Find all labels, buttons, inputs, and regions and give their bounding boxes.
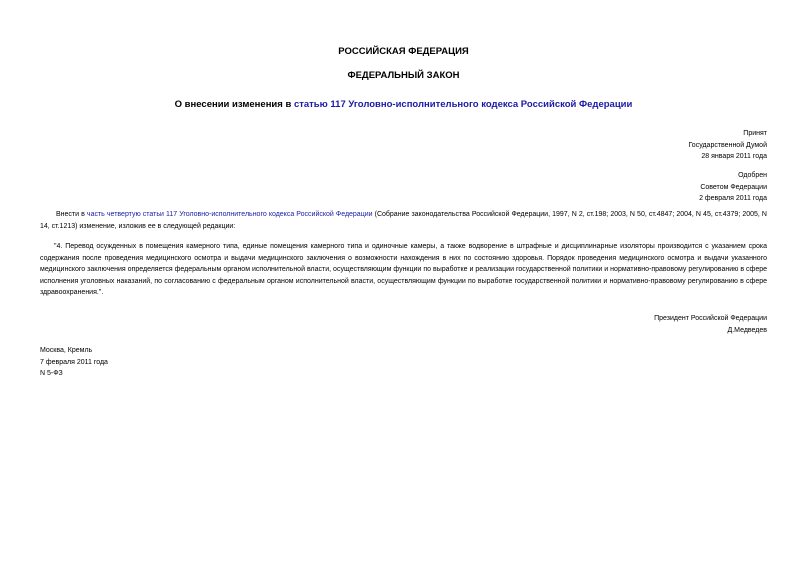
approved-label: Одобрен [738,172,767,179]
adopted-label: Принят [743,130,767,137]
amendment-suffix: (Собрание законодательства Российской Федерации, 1997, N 2, ст.198; 2003, N 50, ст.4847; 2004, N 45, ст.4379; 2005, N 14, ст.1213) изменение, изложив ее в следующей редакции: [40,211,767,230]
amendment-prefix: Внести в [56,211,87,218]
law-title-prefix: О внесении изменения в [174,99,294,110]
approved-block [699,170,767,205]
country-heading: РОССИЙСКАЯ ФЕДЕРАЦИЯ [338,46,469,57]
adopted-body: Государственной Думой [688,141,767,149]
signatory-title: Президент Российской Федерации [654,315,767,322]
footer-block [40,345,108,380]
law-type-heading: ФЕДЕРАЛЬНЫЙ ЗАКОН [347,70,460,81]
part-four-article-117-link[interactable]: часть четвертую статьи 117 Уголовно-исполнительного кодекса Российской Федерации [86,211,373,218]
adopted-block [688,128,767,163]
article-117-link[interactable]: статью 117 Уголовно-исполнительного кодекса Российской Федерации [293,99,633,110]
approved-body: Советом Федерации [700,183,767,191]
approved-date: 2 февраля 2011 года [699,195,767,202]
signature-block [654,313,767,336]
law-number: N 5-ФЗ [40,370,63,377]
adopted-date: 28 января 2011 года [701,153,767,160]
amendment-paragraph [40,209,767,232]
signatory-name: Д.Медведев [727,326,767,334]
new-text-paragraph: "4. Перевод осужденных в помещения камерного типа, единые помещения камерного типа и одиночные камеры, а также водворение в штрафные и дисциплинарные изоляторы производится с указанием срока содержания после проведения медицинского осмотра и выдачи медицинского заключения о возможности нахождения в них по состоянию здоровья. Порядок проведения медицинского осмотра и выдачи указанного медицинского заключения определяется федеральным органом исполнительной власти, осуществляющим функции по выработке и реализации государственной политики и нормативно-правовому регулированию в сфере исполнения уголовных наказаний, по согласованию с федеральным органом исполнительной власти, осуществляющим функции по выработке государственной политики и нормативно-правовому регулированию в сфере здравоохранения.". [40,243,767,296]
law-title [0,99,807,110]
signing-date: 7 февраля 2011 года [40,358,108,366]
signing-place: Москва, Кремль [40,347,93,354]
